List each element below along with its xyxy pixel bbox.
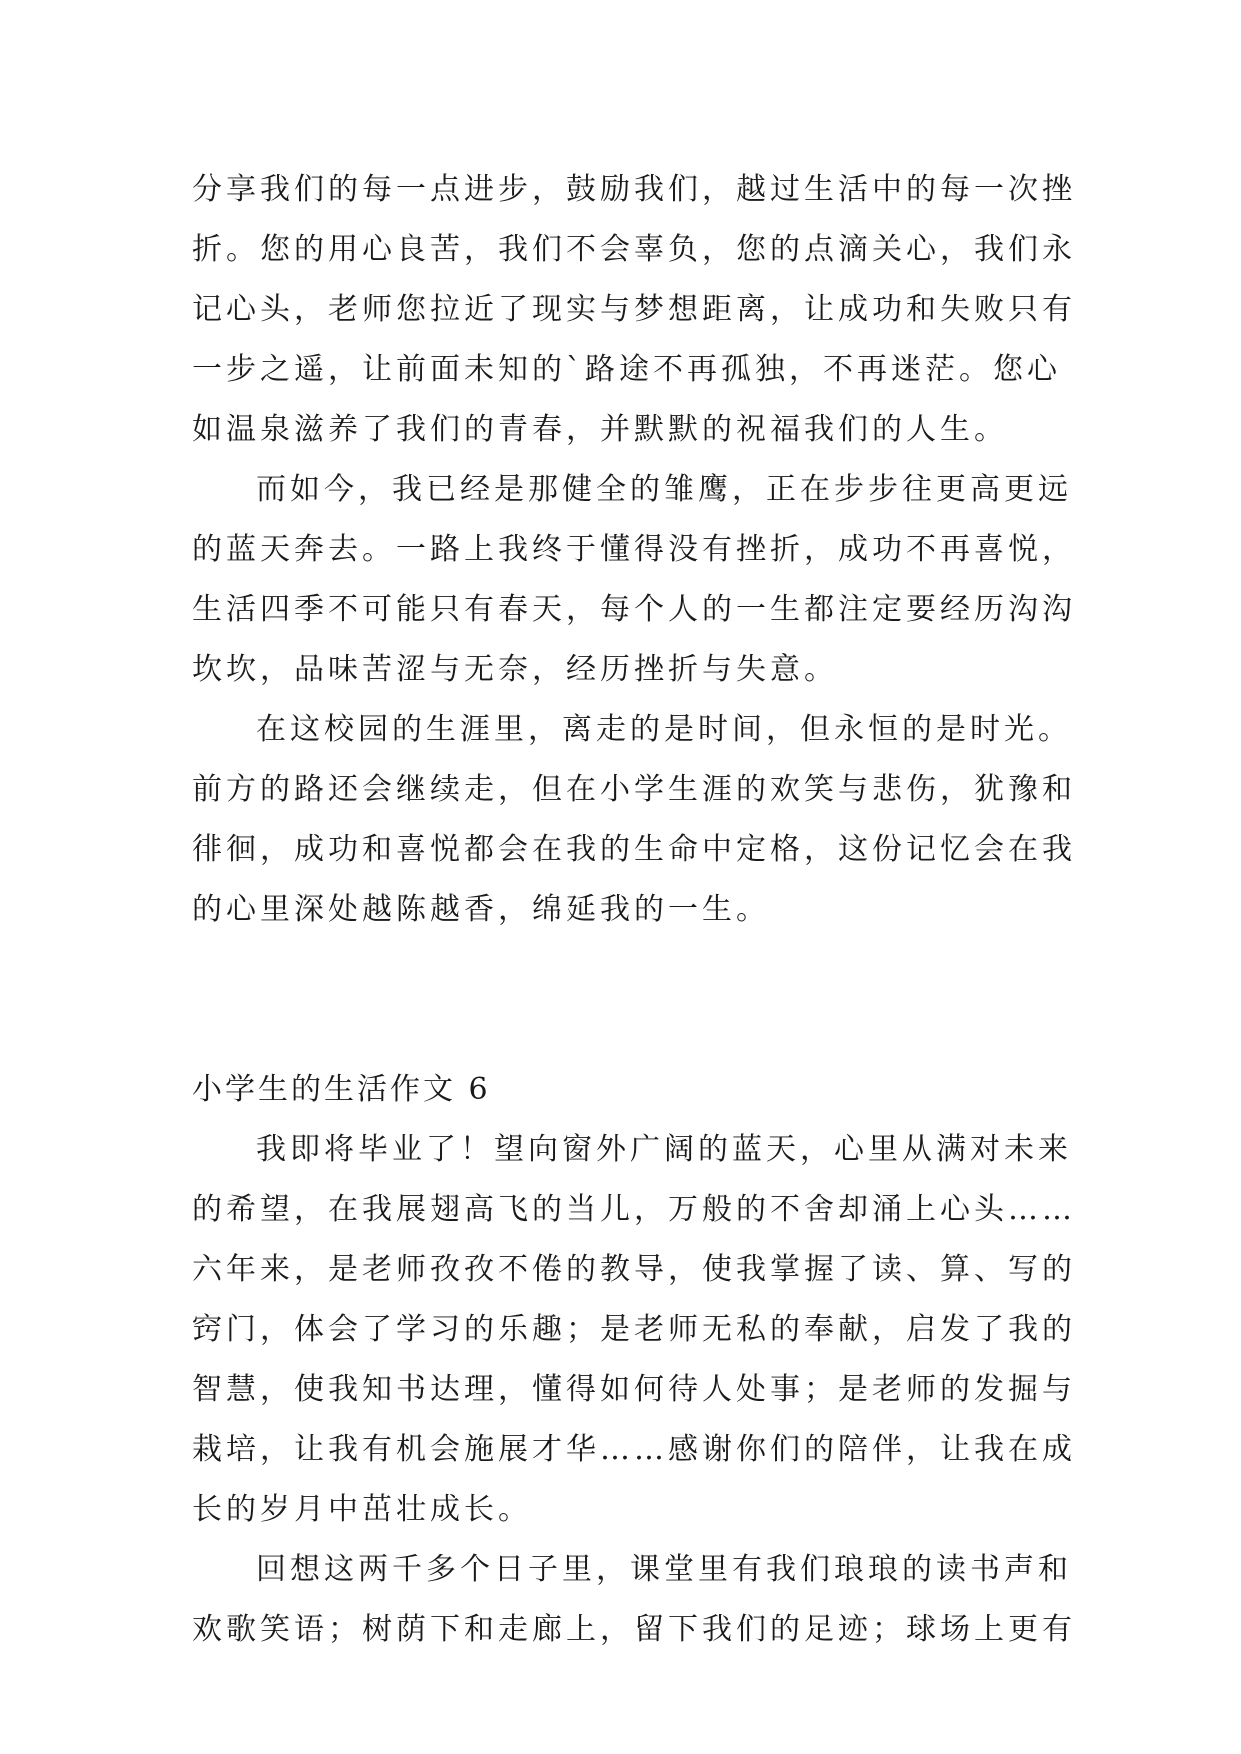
text-line: 一步之遥，让前面未知的`路途不再孤独，不再迷茫。您心	[192, 352, 1061, 387]
text-line: 智慧，使我知书达理，懂得如何待人处事；是老师的发掘与	[192, 1372, 1076, 1407]
text-line: 窍门，体会了学习的乐趣；是老师无私的奉献，启发了我的	[192, 1312, 1076, 1347]
text-line: 徘徊，成功和喜悦都会在我的生命中定格，这份记忆会在我	[192, 832, 1076, 867]
text-line: 的蓝天奔去。一路上我终于懂得没有挫折，成功不再喜悦，	[192, 532, 1076, 567]
section-gap	[192, 940, 1067, 1060]
text-line: 的心里深处越陈越香，绵延我的一生。	[192, 892, 770, 927]
text-line: 我即将毕业了！望向窗外广阔的蓝天，心里从满对未来	[256, 1132, 1072, 1167]
paragraph-3	[192, 700, 1076, 940]
section-heading: 小学生的生活作文 6	[192, 1072, 491, 1107]
text-line: 栽培，让我有机会施展才华……感谢你们的陪伴，让我在成	[192, 1432, 1076, 1467]
text-line: 前方的路还会继续走，但在小学生涯的欢笑与悲伤，犹豫和	[192, 772, 1076, 807]
text-line: 生活四季不可能只有春天，每个人的一生都注定要经历沟沟	[192, 592, 1076, 627]
text-line: 如温泉滋养了我们的青春，并默默的祝福我们的人生。	[192, 412, 1008, 447]
text-line: 回想这两千多个日子里，课堂里有我们琅琅的读书声和	[256, 1552, 1072, 1587]
text-line: 而如今，我已经是那健全的雏鹰，正在步步往更高更远	[256, 472, 1072, 507]
text-line: 长的岁月中茁壮成长。	[192, 1492, 532, 1527]
text-line: 折。您的用心良苦，我们不会辜负，您的点滴关心，我们永	[192, 232, 1076, 267]
document-body	[192, 160, 1076, 1660]
paragraph-5	[192, 1540, 1076, 1660]
text-line: 六年来，是老师孜孜不倦的教导，使我掌握了读、算、写的	[192, 1252, 1076, 1287]
text-line: 欢歌笑语；树荫下和走廊上，留下我们的足迹；球场上更有	[192, 1612, 1076, 1647]
text-line: 分享我们的每一点进步，鼓励我们，越过生活中的每一次挫	[192, 172, 1076, 207]
text-line: 的希望，在我展翅高飞的当儿，万般的不舍却涌上心头……	[192, 1192, 1076, 1227]
paragraph-1	[192, 160, 1076, 460]
paragraph-2	[192, 460, 1076, 700]
text-line: 在这校园的生涯里，离走的是时间，但永恒的是时光。	[256, 712, 1072, 747]
text-line: 坎坎，品味苦涩与无奈，经历挫折与失意。	[192, 652, 838, 687]
text-line: 记心头，老师您拉近了现实与梦想距离，让成功和失败只有	[192, 292, 1076, 327]
paragraph-4	[192, 1120, 1076, 1540]
